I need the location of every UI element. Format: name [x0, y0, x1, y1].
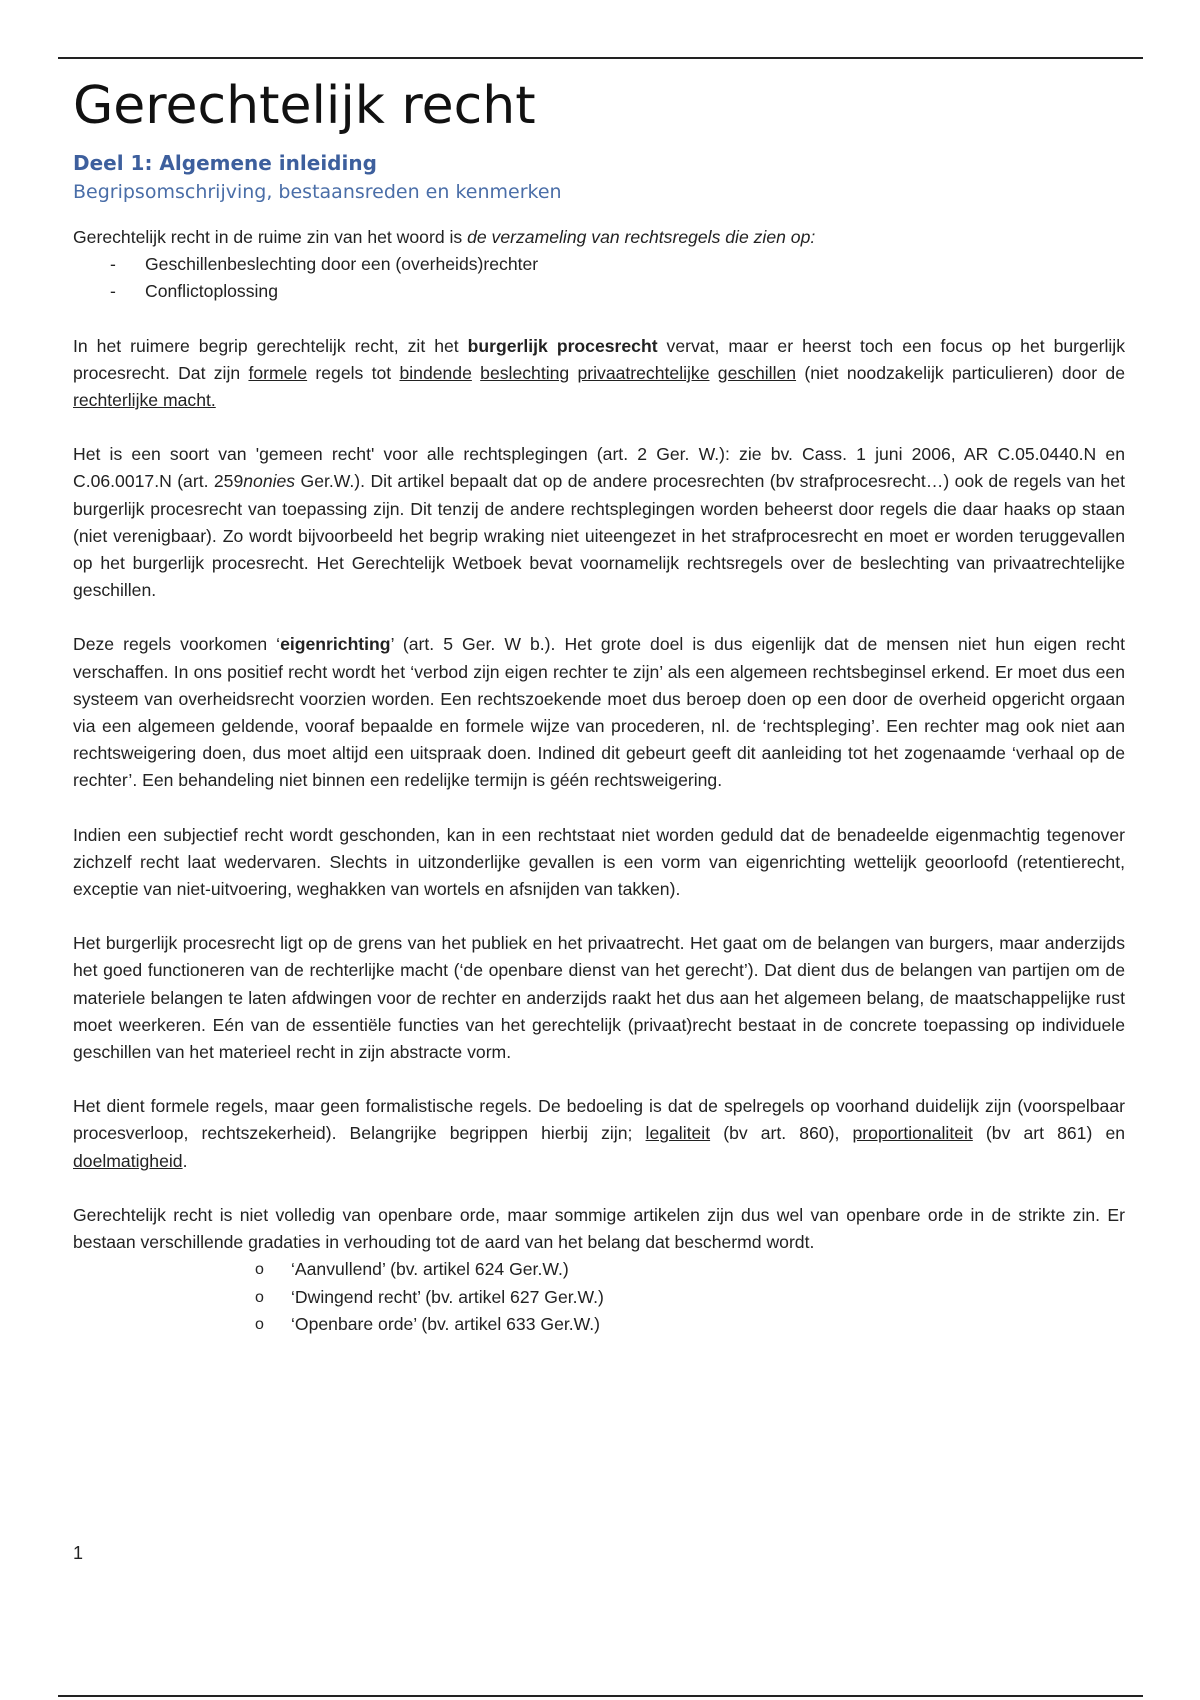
paragraph-formele-regels: Het dient formele regels, maar geen formalistische regels. De bedoeling is dat de spelregels op voorhand duidelijk zijn (voorspelbaar procesverloop, rechtszekerheid). Belangrijke begrippen hierbij zijn; legaliteit (bv art. 860), proportionaliteit (bv art 861) en doelmatigheid.	[73, 1096, 1126, 1171]
list-item: o ‘Dwingend recht’ (bv. artikel 627 Ger.W.)	[255, 1286, 604, 1307]
dash-list	[73, 251, 1125, 305]
paragraph-publiek-privaatrecht: Het burgerlijk procesrecht ligt op de grens van het publiek en het privaatrecht. Het gaat om de belangen van burgers, maar anderzijds het goed functioneren van de rechterlijke macht (‘de openbare dienst van het gerecht’). Dat dient dus de belangen van partijen om de materiele belangen te laten afdwingen voor de rechter en anderzijds raakt het dus aan het algemeen belang, de maatschappelijke rust moet weerkeren. Eén van de essentiële functies van het gerechtelijk (privaat)recht bestaat in de concrete toepassing op individuele geschillen van het materieel recht in zijn abstracte vorm.	[73, 933, 1125, 1063]
paragraph-openbare-orde: Gerechtelijk recht is niet volledig van openbare orde, maar sommige artikelen zijn dus wel van openbare orde in de strikte zin. Er bestaan verschillende gradaties in verhouding tot de aard van het belang dat beschermd wordt.	[73, 1204, 1125, 1253]
paragraph-burgerlijk-procesrecht: In het ruimere begrip gerechtelijk recht, zit het burgerlijk procesrecht vervat, maar er heerst toch een focus op het burgerlijk procesrecht. Dat zijn formele regels tot bindende beslechting privaatrechtelijke geschillen (niet noodzakelijk particulieren) door de rechterlijke macht.	[73, 335, 1126, 411]
document-page	[73, 70, 1125, 1365]
paragraph-eigenrichting: Deze regels voorkomen ‘eigenrichting’ (art. 5 Ger. W b.). Het grote doel is dus eigenlijk dat de mensen niet hun eigen recht verschaffen. In ons positief recht wordt het ‘verbod zijn eigen rechter te zijn’ als een algemeen rechtsbeginsel erkend. Er moet dus een systeem van overheidsrecht voorzien worden. Een rechtszoekende moet dus beroep doen op een door de overheid opgericht orgaan via een algemeen geldende, vooraf bepaalde en formele wijze van procederen, nl. de ‘rechtspleging’. Een rechter mag ook niet aan rechtsweigering doen, dus moet altijd een uitspraak doen. Indined dit gebeurt geeft dit aanleiding tot het zogenaamde ‘verhaal op de rechter’. Een behandeling niet binnen een redelijke termijn is géén rechtsweigering.	[73, 634, 1125, 791]
page-number: 1	[73, 1543, 84, 1563]
heading-begripsomschrijving: Begripsomschrijving, bestaansreden en kenmerken	[73, 181, 562, 203]
paragraph-subjectief-recht: Indien een subjectief recht wordt geschonden, kan in een rechtstaat niet worden geduld dat de benadeelde eigenmachtig tegenover zichzelf recht laat wedervaren. Slechts in uitzonderlijke gevallen is een vorm van eigenrichting wettelijk geoorloofd (retentierecht, exceptie van niet-uitvoering, weghakken van wortels en afsnijden van takken).	[73, 824, 1125, 900]
document-title: Gerechtelijk recht	[73, 76, 536, 136]
heading-deel-1: Deel 1: Algemene inleiding	[73, 151, 377, 175]
list-item: - Conflictoplossing	[110, 281, 279, 302]
list-item: o ‘Openbare orde’ (bv. artikel 633 Ger.W.)	[255, 1313, 601, 1334]
bottom-rule	[58, 1695, 1143, 1697]
list-item: - Geschillenbeslechting door een (overheids)rechter	[110, 254, 539, 275]
intro-paragraph: Gerechtelijk recht in de ruime zin van het woord is de verzameling van rechtsregels die zien op:	[73, 227, 816, 247]
circle-list	[73, 1256, 1125, 1338]
paragraph-gemeen-recht: Het is een soort van 'gemeen recht' voor alle rechtsplegingen (art. 2 Ger. W.): zie bv. Cass. 1 juni 2006, AR C.05.0440.N en C.06.0017.N (art. 259nonies Ger.W.). Dit artikel bepaalt dat op de andere procesrechten (bv strafprocesrecht…) ook de regels van het burgerlijk procesrecht van toepassing zijn. Dit tenzij de andere rechtsplegingen worden beheerst door regels die daar haaks op staan (niet verenigbaar). Zo wordt bijvoorbeeld het begrip wraking niet uiteengezet in het strafprocesrecht en moet er worden teruggevallen op het burgerlijk procesrecht. Het Gerechtelijk Wetboek bevat voornamelijk rechtsregels over de beslechting van privaatrechtelijke geschillen.	[73, 444, 1125, 601]
list-item: o ‘Aanvullend’ (bv. artikel 624 Ger.W.)	[255, 1259, 569, 1280]
top-rule	[58, 57, 1143, 59]
